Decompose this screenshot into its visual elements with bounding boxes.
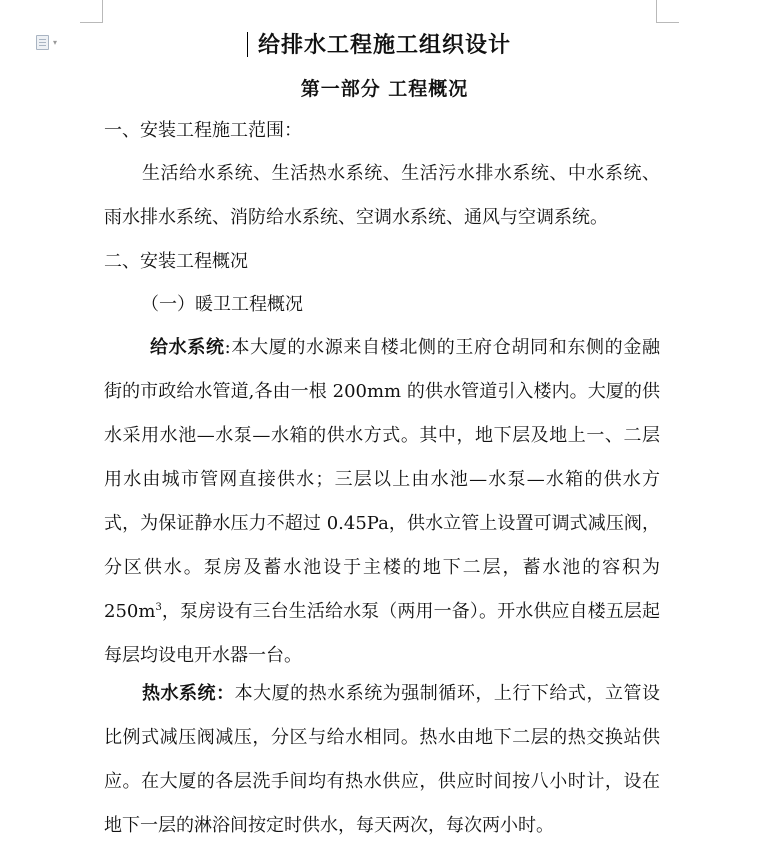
subsection1-heading: （一）暖卫工程概况 bbox=[141, 294, 303, 315]
margin-corner-right bbox=[656, 0, 679, 23]
water-supply-label: 给水系统 bbox=[150, 337, 225, 358]
hot-water-paragraph bbox=[104, 672, 660, 848]
chevron-down-icon[interactable]: ▾ bbox=[53, 38, 58, 47]
water-supply-paragraph bbox=[104, 326, 660, 678]
section1-heading: 一、安装工程施工范围： bbox=[104, 120, 302, 141]
margin-corner-left bbox=[80, 0, 103, 23]
document-title: 给排水工程施工组织设计 bbox=[257, 32, 511, 58]
water-supply-text-2: ，泵房设有三台生活给水泵（两用一备）。开水供应自楼五层起每层均设电开水器一台。 bbox=[104, 601, 660, 666]
hot-water-label: 热水系统： bbox=[142, 683, 235, 704]
part-heading: 第一部分 工程概况 bbox=[300, 78, 469, 100]
text-cursor bbox=[247, 32, 248, 57]
water-supply-text-1: :本大厦的水源来自楼北侧的王府仓胡同和东侧的金融街的市政给水管道,各由一根 200mm 的供水管道引入楼内。大厦的供水采用水池—水泵—水箱的供水方式。其中，地下层及地上一、二层用水由城市管网直接供水；三层以上由水池—水泵—水箱的供水方式，为保证静水压力不超过 0.45Pa，供水立管上设置可调式减压阀，分区供水。泵房及蓄水池设于主楼的地下二层，蓄水池的容积为 250m bbox=[104, 337, 661, 622]
section2-heading: 二、安装工程概况 bbox=[104, 251, 248, 272]
water-supply-superscript: 3 bbox=[155, 602, 162, 613]
section1-body: 生活给水系统、生活热水系统、生活污水排水系统、中水系统、雨水排水系统、消防给水系统、空调水系统、通风与空调系统。 bbox=[104, 163, 660, 228]
hot-water-text: 本大厦的热水系统为强制循环，上行下给式，立管设比例式减压阀减压，分区与给水相同。热水由地下二层的热交换站供应。在大厦的各层洗手间均有热水供应，供应时间按八小时计，设在地下一层的淋浴间按定时供水，每天两次，每次两小时。 bbox=[104, 683, 660, 836]
